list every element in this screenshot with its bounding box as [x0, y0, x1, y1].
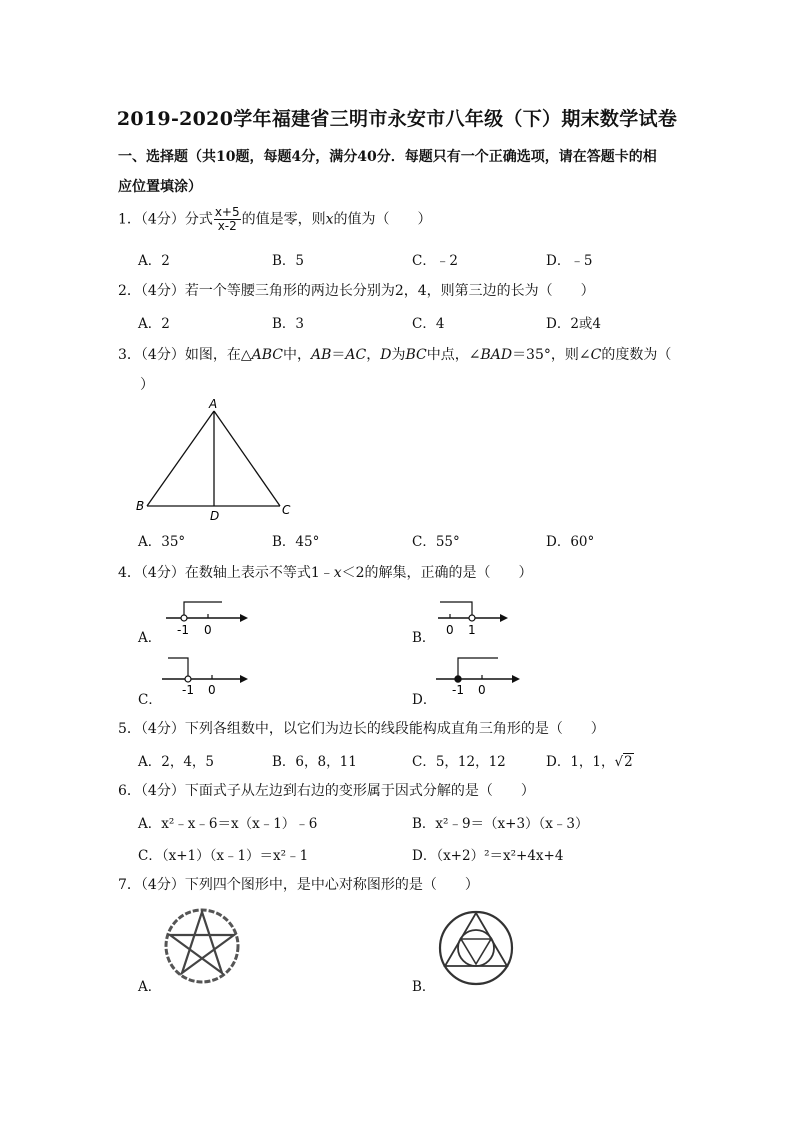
tick-label: -1: [182, 683, 194, 697]
q6-option-d: D．（x+2）²＝x²+4x+4: [412, 848, 564, 864]
q5-option-b: B．6，8，11: [272, 754, 357, 770]
tick-label: 0: [204, 623, 212, 637]
section-header-line1: 一、选择题（共10题，每题4分，满分40分．每题只有一个正确选项，请在答题卡的相: [118, 149, 657, 165]
q7-option-a-letter: A．: [138, 979, 162, 995]
q1-numerator: x+5: [214, 205, 240, 219]
q4-option-c-numberline: [160, 652, 252, 698]
axis-arrow-icon: [240, 614, 248, 622]
q1-option-b: B．5: [272, 253, 305, 269]
q1-mid: 的值是零，则: [241, 211, 326, 228]
tick-label: 0: [478, 683, 486, 697]
q3-text-8: 的度数为（: [601, 347, 672, 363]
q2-option-d: D．2或4: [546, 316, 602, 332]
solution-bracket: [168, 658, 188, 679]
q3-option-c: C．55°: [412, 534, 460, 550]
page-title: 2019-2020学年福建省三明市永安市八年级（下）期末数学试卷: [116, 108, 678, 130]
tick-label: 1: [468, 623, 476, 637]
tick-label: -1: [177, 623, 189, 637]
open-point: [185, 676, 191, 682]
question-1-stem: [118, 206, 432, 233]
q3-triangle-figure: [130, 396, 300, 524]
q5-option-d: [546, 750, 634, 770]
question-3-stem: [118, 344, 671, 364]
axis-arrow-icon: [500, 614, 508, 622]
pentagram-in-circle-figure: [162, 906, 242, 986]
triangle-circles-figure: [436, 908, 516, 988]
label-c: C: [282, 503, 291, 517]
triangle-side-ab: [147, 411, 214, 506]
q3-var-d: D: [380, 347, 392, 363]
q4-var-x: x: [333, 565, 342, 581]
q4-text-1: 4．（4分）在数轴上表示不等式1﹣: [118, 565, 334, 581]
inner-circle: [458, 930, 494, 966]
q2-option-c: C．4: [412, 316, 445, 332]
q1-suffix: 的值为（ ）: [333, 211, 432, 228]
outer-circle: [440, 912, 512, 984]
q5-option-c: C．5，12，12: [412, 754, 506, 770]
q1-denominator: x-2: [217, 219, 237, 233]
q6-option-c: C．（x+1）（x﹣1）＝x²﹣1: [138, 848, 309, 864]
q4-option-a-letter: A．: [138, 630, 162, 646]
inner-inverted-triangle-icon: [461, 939, 491, 964]
q4-option-d-numberline: [432, 652, 524, 698]
solution-bracket: [440, 602, 472, 618]
q3-var-c: C: [590, 347, 602, 363]
q6-option-b: B．x²﹣9＝（x+3）（x﹣3）: [412, 816, 589, 832]
q1-fraction: [214, 206, 241, 233]
question-3-stem-line2: ）: [140, 377, 154, 393]
tick-label: 0: [446, 623, 454, 637]
outer-circle: [166, 910, 238, 982]
label-d: D: [210, 509, 220, 523]
q1-option-a: A．2: [138, 253, 170, 269]
section-header-line2: 应位置填涂）: [118, 179, 202, 195]
q1-option-c: C．﹣2: [412, 253, 458, 269]
label-a: A: [209, 397, 218, 411]
q1-option-d: D．﹣5: [546, 253, 593, 269]
question-7-stem: 7．（4分）下列四个图形中，是中心对称图形的是（ ）: [118, 877, 479, 893]
question-5-stem: 5．（4分）下列各组数中，以它们为边长的线段能构成直角三角形的是（ ）: [118, 721, 605, 737]
q3-option-b: B．45°: [272, 534, 320, 550]
question-6-stem: 6．（4分）下面式子从左边到右边的变形属于因式分解的是（ ）: [118, 783, 535, 799]
label-b: B: [136, 499, 145, 513]
q3-option-d: D．60°: [546, 534, 595, 550]
q1-prefix: 1．（4分）分式: [118, 211, 213, 228]
q3-var-ab: AB: [310, 347, 332, 363]
tick-label: 0: [208, 683, 216, 697]
q3-text-7: ＝35°，则∠: [512, 347, 591, 363]
pentagram-star-icon: [170, 912, 234, 973]
q7-option-b-letter: B．: [412, 979, 436, 995]
q4-option-b-letter: B．: [412, 630, 436, 646]
q5-option-d-radicand: 2: [624, 754, 633, 770]
tick-label: -1: [452, 683, 464, 697]
q3-text-1: 3．（4分）如图，在△: [118, 347, 252, 363]
q3-text-5: 为: [391, 347, 406, 363]
q3-text-2: 中，: [282, 347, 311, 363]
q3-var-bc: BC: [405, 347, 427, 363]
sqrt-icon: √: [614, 754, 624, 770]
q2-option-b: B．3: [272, 316, 305, 332]
q5-option-a: A．2，4，5: [138, 754, 215, 770]
question-2-stem: 2．（4分）若一个等腰三角形的两边长分别为2，4，则第三边的长为（ ）: [118, 283, 595, 299]
closed-point: [455, 676, 461, 682]
q6-option-a: A．x²﹣x﹣6＝x（x﹣1）﹣6: [138, 816, 318, 832]
open-point: [181, 615, 187, 621]
q4-option-b-numberline: [436, 594, 512, 640]
open-point: [469, 615, 475, 621]
axis-arrow-icon: [240, 675, 248, 683]
axis-arrow-icon: [512, 675, 520, 683]
q3-text-6: 中点，∠: [426, 347, 481, 363]
solution-bracket: [184, 602, 222, 618]
q5-option-d-text: D．1，1，: [546, 754, 615, 770]
q3-var-ac: AC: [345, 347, 367, 363]
q1-var: x: [325, 211, 334, 228]
question-4-stem: [118, 562, 533, 582]
q2-option-a: A．2: [138, 316, 170, 332]
q3-var-bad: BAD: [480, 347, 513, 363]
solution-bracket: [458, 658, 498, 679]
q3-text-3: ＝: [331, 347, 346, 363]
q3-var-abc: ABC: [251, 347, 283, 363]
q3-text-4: ，: [366, 347, 381, 363]
q4-option-c-letter: C．: [138, 692, 162, 708]
q4-text-2: ＜2的解集，正确的是（ ）: [341, 565, 533, 581]
triangle-side-ac: [214, 411, 280, 506]
q4-option-d-letter: D．: [412, 692, 437, 708]
q3-option-a: A．35°: [138, 534, 186, 550]
q4-option-a-numberline: [160, 594, 252, 640]
